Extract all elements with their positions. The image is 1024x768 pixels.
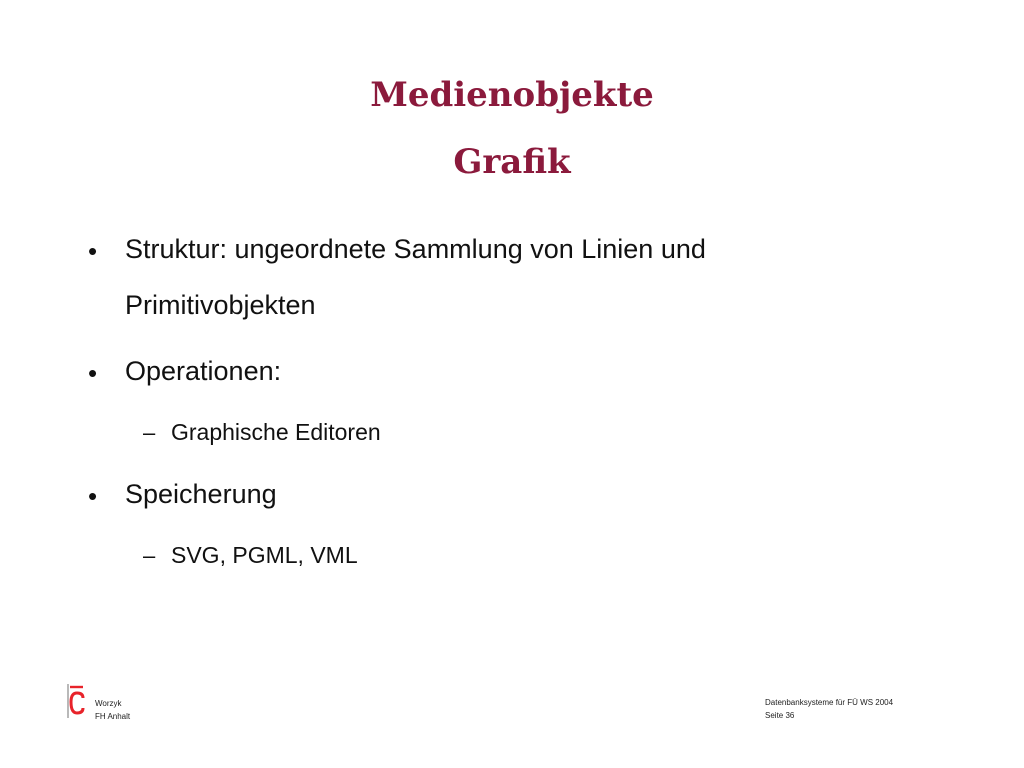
footer-author-name: Worzyk [95, 699, 122, 708]
bullet-text: Operationen: [125, 356, 282, 386]
footer-course-title: Datenbanksysteme für FÜ WS 2004 [765, 698, 894, 707]
footer-institution: FH Anhalt [95, 712, 131, 721]
bullet-marker: • [88, 358, 98, 388]
bullet-text: Struktur: ungeordnete Sammlung von Linien und [125, 234, 706, 264]
sub-bullet-marker: – [143, 420, 156, 445]
slide-subtitle: Grafik [453, 142, 571, 182]
sub-bullet-marker: – [143, 543, 156, 568]
bullet-text-continuation: Primitivobjekten [125, 290, 316, 320]
bullet-marker: • [88, 236, 98, 266]
footer-page-number: Seite 36 [765, 711, 795, 720]
footer-course-info [765, 696, 893, 722]
fh-anhalt-logo-icon [67, 684, 87, 718]
sub-bullet-text: SVG, PGML, VML [171, 542, 358, 568]
bullet-marker: • [88, 481, 98, 511]
slide-title: Medienobjekte [370, 75, 654, 115]
bullet-text: Speicherung [125, 479, 277, 509]
footer-author [95, 697, 130, 723]
sub-bullet-text: Graphische Editoren [171, 419, 381, 445]
